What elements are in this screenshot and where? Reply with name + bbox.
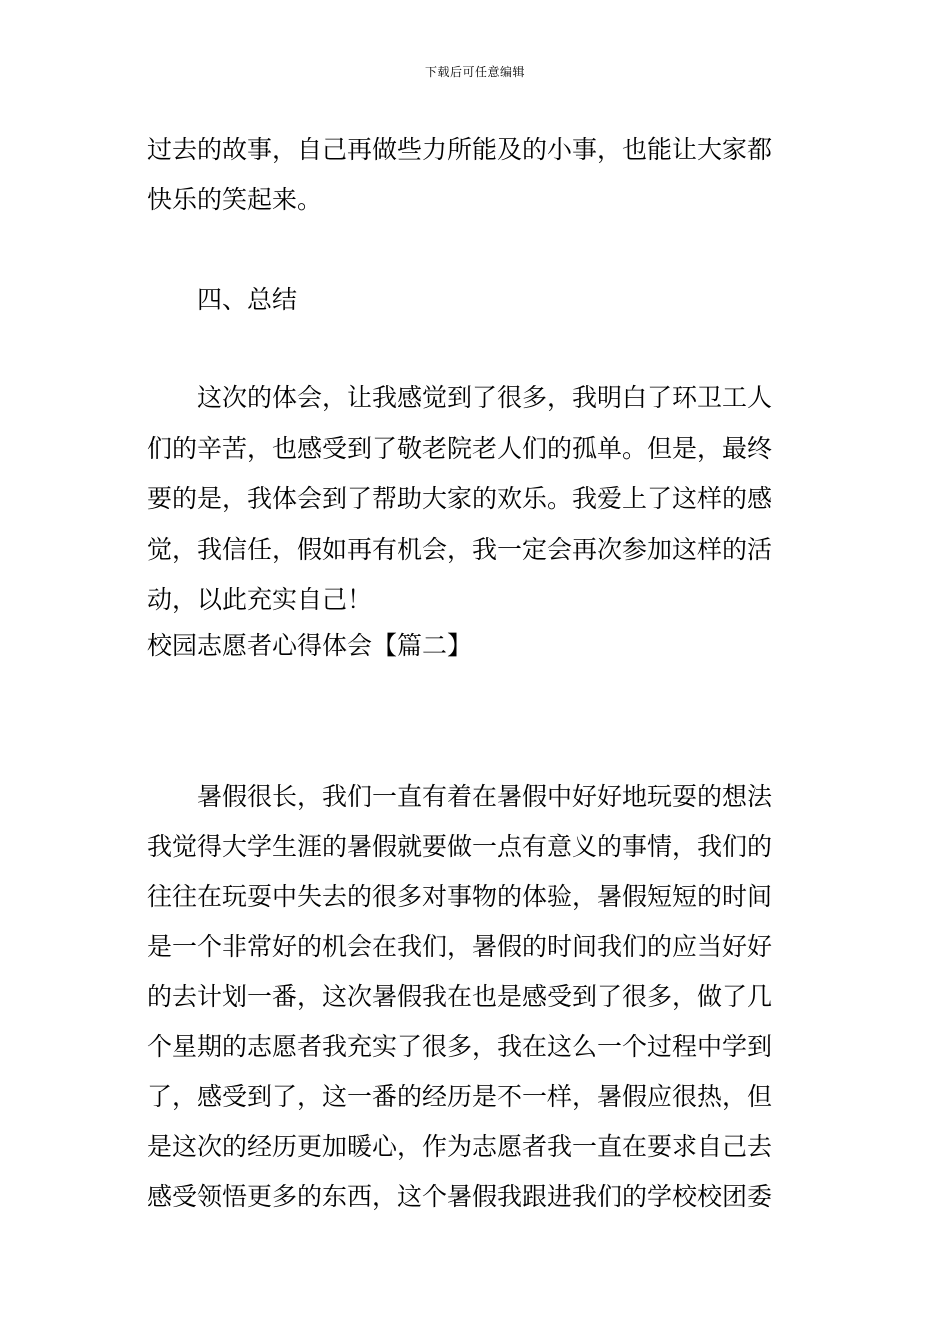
text-line: 个星期的志愿者我充实了很多，我在这么一个过程中学到 [147,1032,773,1061]
text-line: 觉，我信任，假如再有机会，我一定会再次参加这样的活 [147,535,773,564]
text-line: 是这次的经历更加暖心，作为志愿者我一直在要求自己去 [147,1132,773,1161]
text-line: 往往在玩耍中失去的很多对事物的体验，暑假短短的时间 [147,882,773,911]
text-line: 是一个非常好的机会在我们，暑假的时间我们的应当好好 [147,932,773,961]
text-line: 暑假很长，我们一直有着在暑假中好好地玩耍的想法 [197,782,773,811]
text-line: 过去的故事，自己再做些力所能及的小事，也能让大家都 [147,135,773,164]
text-line: 这次的体会，让我感觉到了很多，我明白了环卫工人 [197,383,773,412]
article-title: 校园志愿者心得体会【篇二】 [147,631,473,660]
text-line: 动，以此充实自己！ [147,585,373,614]
text-line: 了，感受到了，这一番的经历是不一样，暑假应很热，但 [147,1082,773,1111]
text-line: 们的辛苦，也感受到了敬老院老人们的孤单。但是，最终 [147,434,773,463]
text-line: 的去计划一番，这次暑假我在也是感受到了很多，做了几 [147,982,773,1011]
text-line: 感受领悟更多的东西，这个暑假我跟进我们的学校校团委 [147,1182,773,1211]
section-heading: 四、总结 [197,285,298,314]
text-line: 快乐的笑起来。 [147,185,323,214]
text-line: 我觉得大学生涯的暑假就要做一点有意义的事情，我们的 [147,832,773,861]
header-note: 下载后可任意编辑 [424,65,525,79]
text-line: 要的是，我体会到了帮助大家的欢乐。我爱上了这样的感 [147,484,773,513]
